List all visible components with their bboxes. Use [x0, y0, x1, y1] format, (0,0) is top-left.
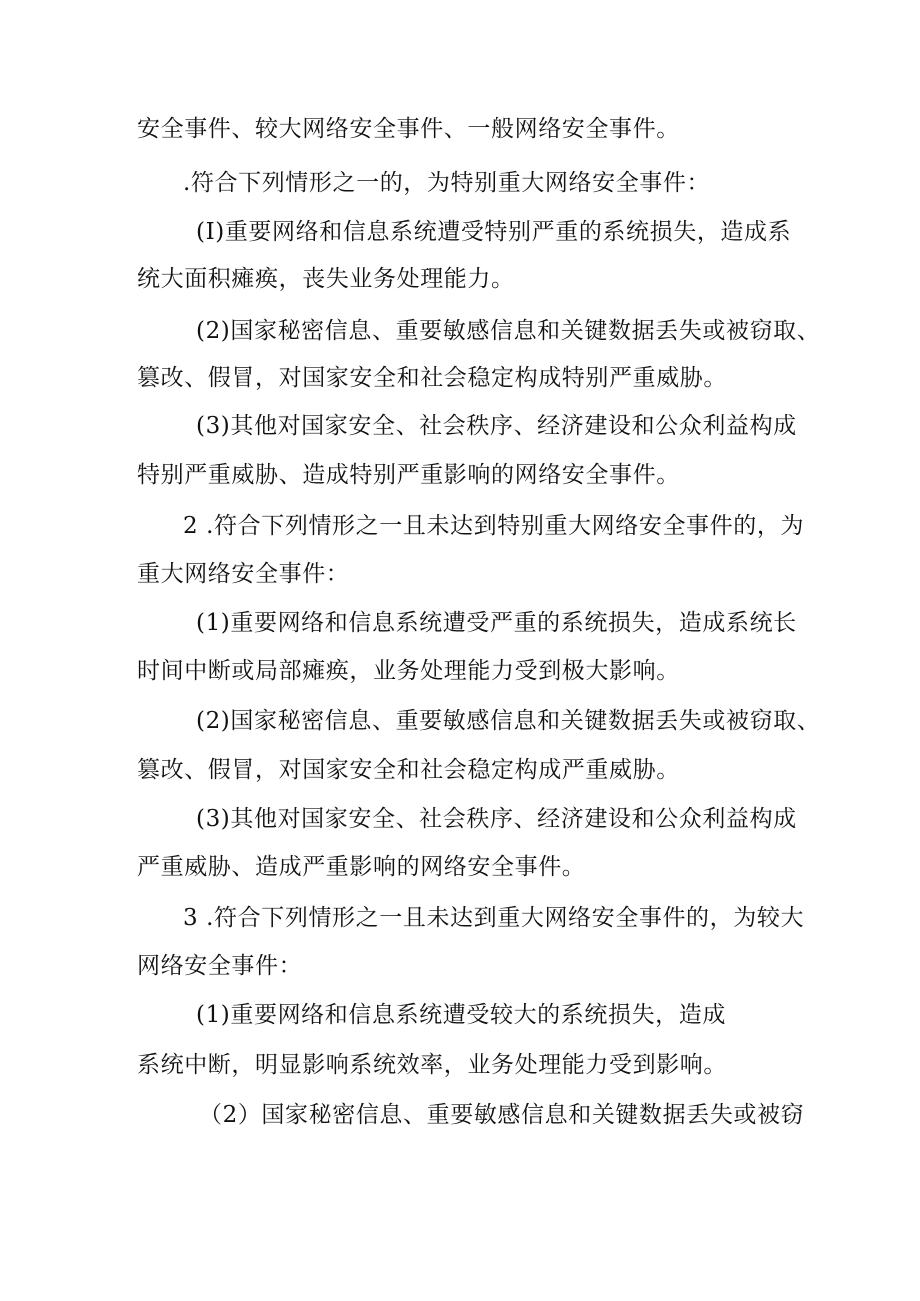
text-line: 安全事件、较大网络安全事件、一般网络安全事件。 [137, 116, 680, 142]
text-line: (I)重要网络和信息系统遭受特别严重的系统损失，造成系 [196, 219, 792, 245]
text-line: 篡改、假冒，对国家安全和社会稳定构成严重威胁。 [137, 757, 680, 783]
text-line: 统大面积瘫痪，丧失业务处理能力。 [137, 266, 515, 292]
text-line: 2 .符合下列情形之一且未达到特别重大网络安全事件的，为 [183, 513, 805, 539]
text-line: (3)其他对国家安全、社会秩序、经济建设和公众利益构成 [196, 806, 797, 832]
text-line: (1)重要网络和信息系统遭受较大的系统损失，造成 [196, 1002, 726, 1028]
text-line: 特别严重威胁、造成特别严重影响的网络安全事件。 [137, 462, 680, 488]
text-line: （2）国家秘密信息、重要敏感信息和关键数据丢失或被窃 [199, 1102, 805, 1128]
text-line: 重大网络安全事件： [137, 561, 350, 587]
text-line: 网络安全事件： [137, 953, 303, 979]
text-line: (1)重要网络和信息系统遭受严重的系统损失，造成系统长 [196, 610, 797, 636]
text-line: (2)国家秘密信息、重要敏感信息和关键数据丢失或被窃取、 [196, 708, 821, 734]
text-line: (3)其他对国家安全、社会秩序、经济建设和公众利益构成 [196, 413, 797, 439]
text-line: (2)国家秘密信息、重要敏感信息和关键数据丢失或被窃取、 [196, 318, 821, 344]
text-line: 时间中断或局部瘫痪，业务处理能力受到极大影响。 [137, 658, 680, 684]
text-line: 3 .符合下列情形之一且未达到重大网络安全事件的，为较大 [183, 905, 805, 931]
text-line: .符合下列情形之一的，为特别重大网络安全事件： [183, 170, 711, 196]
text-line: 篡改、假冒，对国家安全和社会稳定构成特别严重威胁。 [137, 365, 727, 391]
text-line: 系统中断，明显影响系统效率，业务处理能力受到影响。 [137, 1052, 727, 1078]
text-line: 严重威胁、造成严重影响的网络安全事件。 [137, 854, 586, 880]
